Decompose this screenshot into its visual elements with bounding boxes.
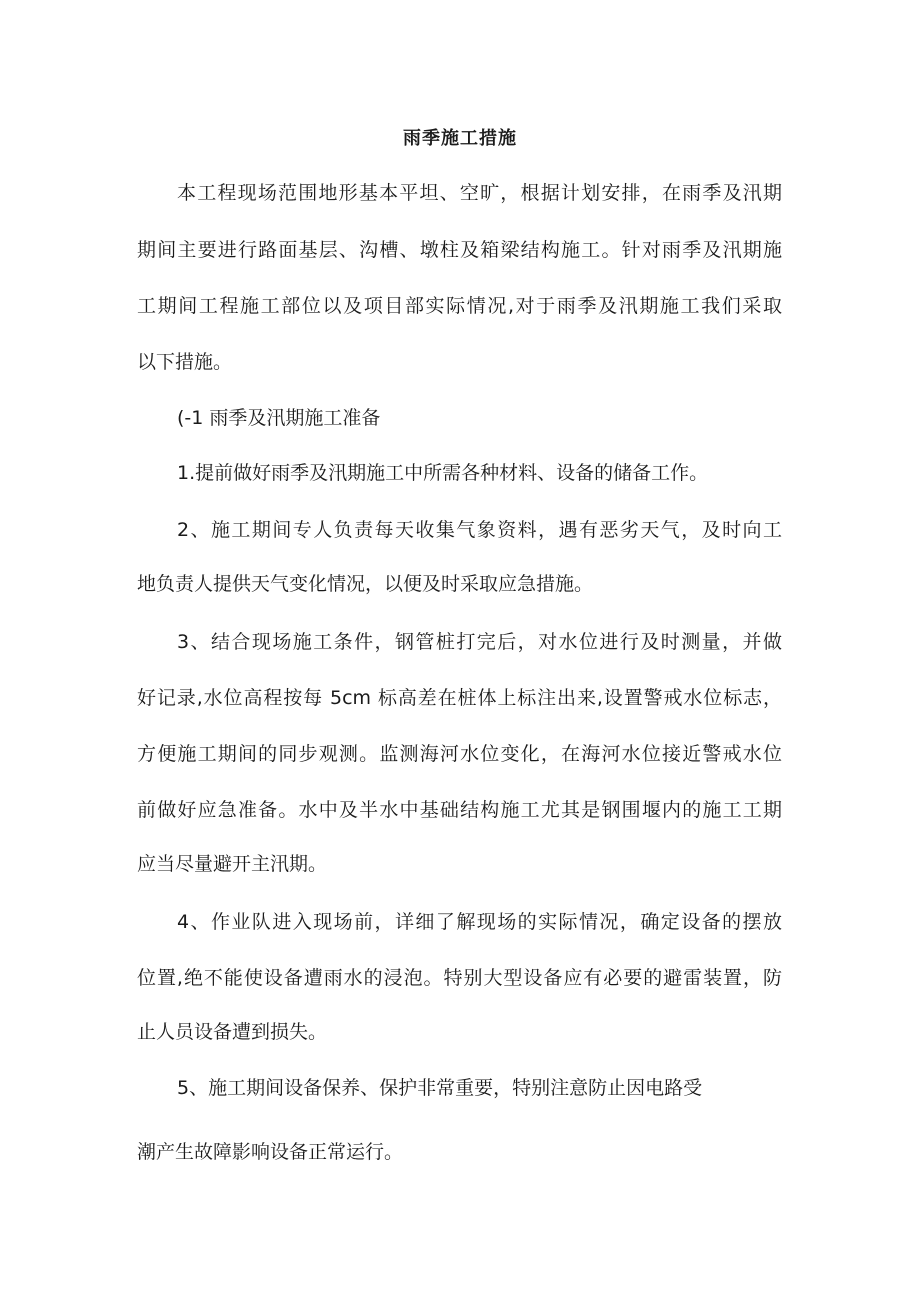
item-3-line-4: 前做好应急准备。水中及半水中基础结构施工尤其是钢围堰内的施工工期 bbox=[137, 799, 782, 821]
section-heading: (-1 雨季及汛期施工准备 bbox=[177, 407, 381, 429]
item-3-line-1: 3、结合现场施工条件，钢管桩打完后，对水位进行及时测量，并做 bbox=[177, 631, 782, 653]
item-4-line-2: 位置,绝不能使设备遭雨水的浸泡。特别大型设备应有必要的避雷装置，防 bbox=[137, 967, 782, 989]
page-title: 雨季施工措施 bbox=[403, 128, 517, 149]
item-3-line-2: 好记录,水位高程按每 5cm 标高差在桩体上标注出来,设置警戒水位标志， bbox=[137, 687, 782, 709]
item-2-line-1: 2、施工期间专人负责每天收集气象资料，遇有恶劣天气，及时向工 bbox=[177, 519, 782, 541]
intro-line-4: 以下措施。 bbox=[137, 351, 233, 373]
item-5-line-2: 潮产生故障影响设备正常运行。 bbox=[137, 1141, 404, 1163]
item-4-line-1: 4、作业队进入现场前，详细了解现场的实际情况，确定设备的摆放 bbox=[177, 911, 782, 933]
intro-line-3: 工期间工程施工部位以及项目部实际情况,对于雨季及汛期施工我们采取 bbox=[137, 295, 782, 317]
intro-line-1: 本工程现场范围地形基本平坦、空旷，根据计划安排，在雨季及汛期 bbox=[177, 182, 782, 204]
item-2-line-2: 地负责人提供天气变化情况，以便及时采取应急措施。 bbox=[137, 573, 594, 595]
intro-line-2: 期间主要进行路面基层、沟槽、墩柱及箱梁结构施工。针对雨季及汛期施 bbox=[137, 239, 782, 261]
item-1-line-1: 1.提前做好雨季及汛期施工中所需各种材料、设备的储备工作。 bbox=[177, 462, 709, 484]
item-5-line-1: 5、施工期间设备保养、保护非常重要，特别注意防止因电路受 bbox=[177, 1077, 703, 1099]
item-3-line-3: 方便施工期间的同步观测。监测海河水位变化，在海河水位接近警戒水位 bbox=[137, 743, 782, 765]
item-4-line-3: 止人员设备遭到损失。 bbox=[137, 1021, 328, 1043]
item-3-line-5: 应当尽量避开主汛期。 bbox=[137, 853, 328, 875]
